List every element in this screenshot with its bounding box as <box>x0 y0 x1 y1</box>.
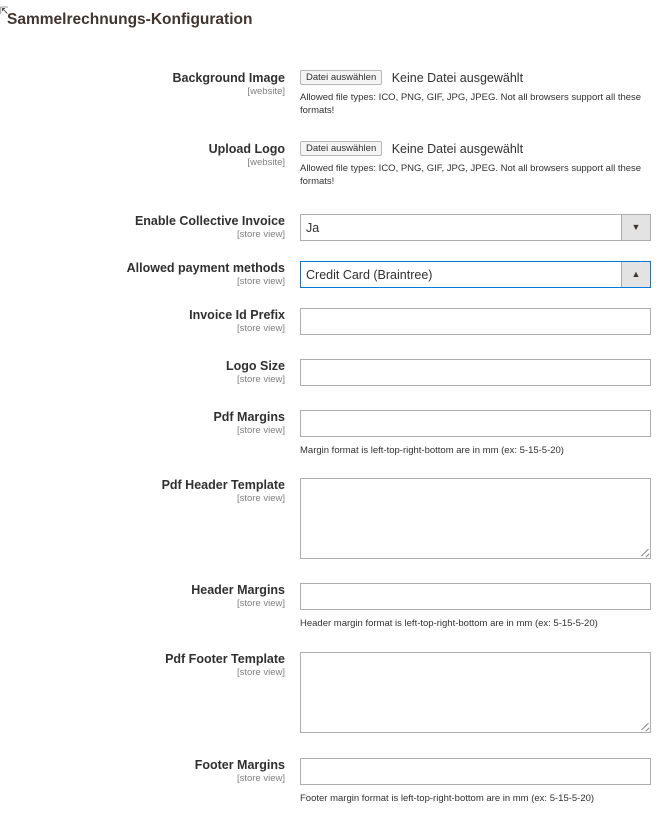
footer-margins-label: Footer Margins <box>194 758 285 772</box>
logo-size-input[interactable] <box>300 359 651 386</box>
pdf-margins-note: Margin format is left-top-right-bottom are in mm (ex: 5-15-5-20) <box>300 445 564 456</box>
header-margins-scope: [store view] <box>236 598 285 609</box>
pdf-footer-template-scope: [store view] <box>236 667 285 678</box>
header-margins-note: Header margin format is left-top-right-bottom are in mm (ex: 5-15-5-20) <box>300 618 598 629</box>
header-margins-label: Header Margins <box>191 583 285 597</box>
background-image-file-status: Keine Datei ausgewählt <box>391 70 524 85</box>
background-image-scope: [website] <box>247 86 285 97</box>
enable-collective-invoice-value: Ja <box>306 221 320 235</box>
upload-logo-scope: [website] <box>247 157 285 168</box>
invoice-id-prefix-input[interactable] <box>300 308 651 335</box>
upload-logo-note: Allowed file types: ICO, PNG, GIF, JPG, JPEG. Not all browsers support all these formats! <box>300 163 642 187</box>
upload-logo-file-status: Keine Datei ausgewählt <box>391 141 524 156</box>
upload-logo-choose-file-button[interactable]: Datei auswählen <box>300 141 382 156</box>
footer-margins-note: Footer margin format is left-top-right-bottom are in mm (ex: 5-15-5-20) <box>300 793 595 804</box>
logo-size-label: Logo Size <box>225 359 285 373</box>
enable-collective-invoice-scope: [store view] <box>236 229 285 240</box>
invoice-id-prefix-label: Invoice Id Prefix <box>189 308 285 322</box>
logo-size-scope: [store view] <box>236 374 285 385</box>
upload-logo-control <box>300 140 651 188</box>
enable-collective-invoice-row <box>0 214 667 241</box>
header-margins-input[interactable] <box>300 583 651 610</box>
pdf-margins-scope: [store view] <box>236 425 285 436</box>
page-title: Sammelrechnungs-Konfiguration <box>7 11 253 28</box>
chevron-up-icon[interactable]: ▲ <box>621 262 650 287</box>
pdf-header-template-row <box>0 478 667 559</box>
footer-margins-input[interactable] <box>300 758 651 785</box>
pdf-header-template-textarea[interactable] <box>300 478 651 559</box>
allowed-payment-methods-value: Credit Card (Braintree) <box>306 268 433 282</box>
background-image-control <box>300 69 651 117</box>
background-image-label: Background Image <box>172 71 285 85</box>
pdf-header-template-label: Pdf Header Template <box>161 478 285 492</box>
background-image-choose-file-button[interactable]: Datei auswählen <box>300 70 382 85</box>
pdf-footer-template-label: Pdf Footer Template <box>165 652 285 666</box>
allowed-payment-methods-scope: [store view] <box>236 276 285 287</box>
resize-handle-icon[interactable] <box>641 549 649 557</box>
pdf-footer-template-row <box>0 652 667 733</box>
background-image-note: Allowed file types: ICO, PNG, GIF, JPG, JPEG. Not all browsers support all these formats! <box>300 92 642 116</box>
enable-collective-invoice-select[interactable] <box>300 214 651 241</box>
allowed-payment-methods-row <box>0 261 667 288</box>
allowed-payment-methods-select[interactable] <box>300 261 651 288</box>
pdf-header-template-scope: [store view] <box>236 493 285 504</box>
upload-logo-label: Upload Logo <box>208 142 285 156</box>
allowed-payment-methods-label: Allowed payment methods <box>126 261 285 275</box>
mouse-cursor-icon: ⇱ <box>0 6 9 17</box>
enable-collective-invoice-label: Enable Collective Invoice <box>134 214 285 228</box>
chevron-down-icon[interactable]: ▼ <box>621 215 650 240</box>
footer-margins-scope: [store view] <box>236 773 285 784</box>
pdf-margins-input[interactable] <box>300 410 651 437</box>
pdf-margins-label: Pdf Margins <box>213 410 285 424</box>
resize-handle-icon[interactable] <box>641 723 649 731</box>
invoice-id-prefix-scope: [store view] <box>236 323 285 334</box>
pdf-footer-template-textarea[interactable] <box>300 652 651 733</box>
